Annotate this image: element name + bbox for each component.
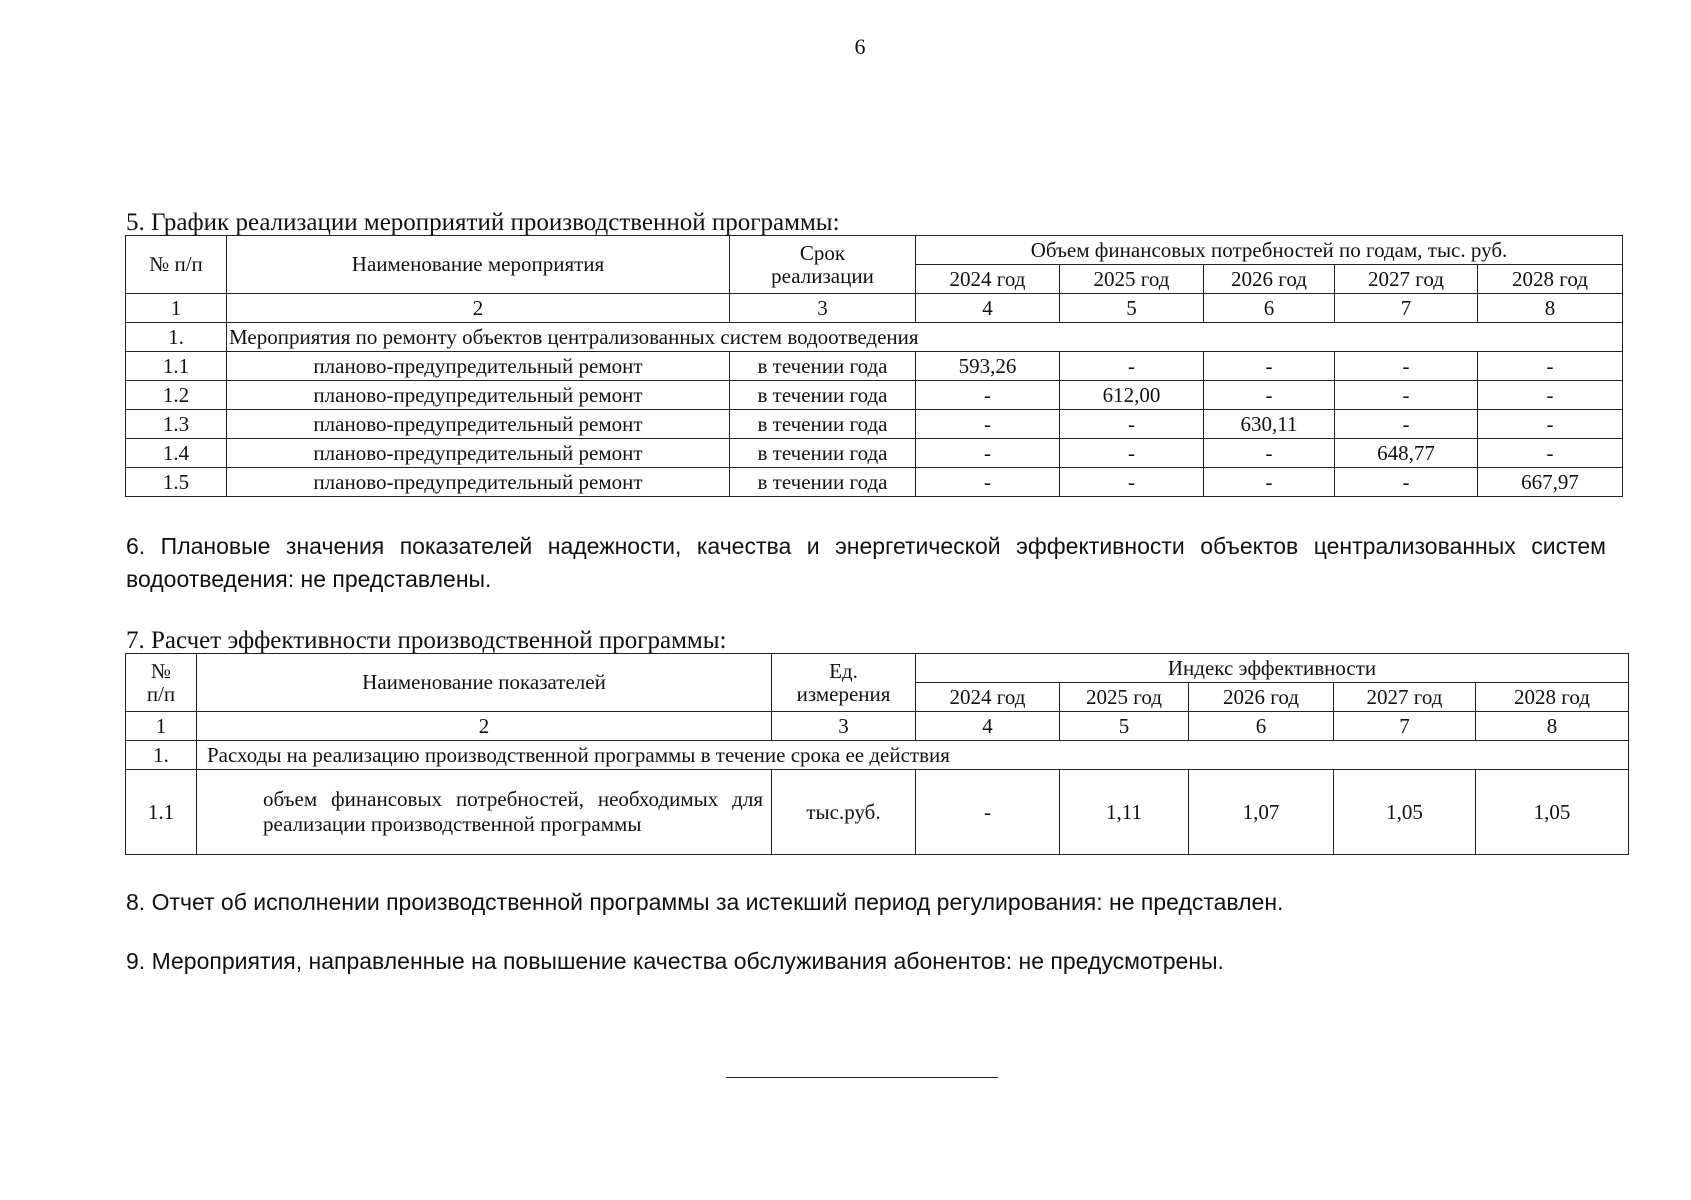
- row-indicator-name: объем финансовых потребностей, необходимых для реализации производственной программы: [197, 770, 772, 855]
- section-6-paragraph: 6. Плановые значения показателей надежности, качества и энергетической эффективности объектов централизованных систем водоотведения: не представлены.: [126, 533, 1606, 592]
- group-number: 1.: [126, 741, 197, 770]
- header-indicator-name: Наименование показателей: [197, 654, 772, 712]
- row-number: 1.4: [126, 439, 227, 468]
- row-term: в течении года: [730, 410, 916, 439]
- row-term: в течении года: [730, 439, 916, 468]
- column-index: 1: [126, 712, 197, 741]
- page-number: 6: [854, 34, 866, 59]
- row-value-2026: -: [1204, 468, 1335, 497]
- row-value-2025: -: [1060, 439, 1204, 468]
- row-activity-name: планово-предупредительный ремонт: [227, 439, 730, 468]
- header-number: № п/п: [126, 236, 227, 294]
- row-value-2027: 648,77: [1335, 439, 1478, 468]
- row-activity-name: планово-предупредительный ремонт: [227, 381, 730, 410]
- row-activity-name: планово-предупредительный ремонт: [227, 468, 730, 497]
- row-value-2024: -: [916, 381, 1060, 410]
- table-row: [126, 439, 1623, 468]
- header-unit: [772, 654, 916, 712]
- row-value-2028: -: [1478, 381, 1623, 410]
- column-index: 5: [1060, 294, 1204, 323]
- row-value-2026: 630,11: [1204, 410, 1335, 439]
- header-term: [730, 236, 916, 294]
- row-value-2027: 1,05: [1334, 770, 1476, 855]
- row-value-2024: -: [916, 468, 1060, 497]
- row-activity-name: планово-предупредительный ремонт: [227, 410, 730, 439]
- table-row: [126, 770, 1629, 855]
- row-value-2027: -: [1335, 468, 1478, 497]
- header-activity-name: Наименование мероприятия: [227, 236, 730, 294]
- row-value-2025: -: [1060, 352, 1204, 381]
- header-number-line1: №: [150, 658, 172, 683]
- group-label: Расходы на реализацию производственной программы в течение срока ее действия: [197, 741, 1629, 770]
- row-value-2024: -: [916, 410, 1060, 439]
- row-value-2026: -: [1204, 381, 1335, 410]
- row-value-2028: -: [1478, 439, 1623, 468]
- column-index: 7: [1335, 294, 1478, 323]
- row-number: 1.1: [126, 770, 197, 855]
- table-row: [126, 381, 1623, 410]
- header-financial-needs: Объем финансовых потребностей по годам, тыс. руб.: [916, 236, 1623, 265]
- row-value-2025: 612,00: [1060, 381, 1204, 410]
- header-year: 2026 год: [1189, 683, 1334, 712]
- header-number-line2: п/п: [146, 681, 176, 706]
- header-year: 2024 год: [916, 265, 1060, 294]
- column-index: 4: [916, 712, 1060, 741]
- header-year: 2025 год: [1060, 683, 1189, 712]
- column-index: 6: [1189, 712, 1334, 741]
- row-term: в течении года: [730, 468, 916, 497]
- row-value-2026: 1,07: [1189, 770, 1334, 855]
- section-8-paragraph: 8. Отчет об исполнении производственной программы за истекший период регулирования: не представлен.: [126, 889, 1284, 915]
- group-row: [126, 323, 1623, 352]
- implementation-schedule-table: [125, 235, 1623, 497]
- column-index: 3: [772, 712, 916, 741]
- column-index: 4: [916, 294, 1060, 323]
- row-value-2028: 667,97: [1478, 468, 1623, 497]
- header-unit-line1: Ед.: [829, 658, 858, 683]
- header-year: 2026 год: [1204, 265, 1335, 294]
- row-value-2025: -: [1060, 410, 1204, 439]
- header-unit-line2: измерения: [796, 681, 891, 706]
- section-5-title: 5. График реализации мероприятий производственной программы:: [126, 209, 840, 236]
- row-number: 1.5: [126, 468, 227, 497]
- header-year: 2024 год: [916, 683, 1060, 712]
- closing-divider: [726, 1077, 998, 1078]
- row-activity-name: планово-предупредительный ремонт: [227, 352, 730, 381]
- table-row: [126, 468, 1623, 497]
- row-value-2027: -: [1335, 410, 1478, 439]
- header-term-line2: реализации: [771, 263, 874, 288]
- row-value-2027: -: [1335, 352, 1478, 381]
- column-index-row: [126, 712, 1629, 741]
- header-efficiency-index: Индекс эффективности: [916, 654, 1629, 683]
- row-number: 1.1: [126, 352, 227, 381]
- row-value-2026: -: [1204, 439, 1335, 468]
- column-index: 8: [1478, 294, 1623, 323]
- group-number: 1.: [126, 323, 227, 352]
- header-year: 2027 год: [1335, 265, 1478, 294]
- row-value-2024: -: [916, 439, 1060, 468]
- row-value-2024: -: [916, 770, 1060, 855]
- header-year: 2028 год: [1478, 265, 1623, 294]
- row-value-2024: 593,26: [916, 352, 1060, 381]
- column-index: 3: [730, 294, 916, 323]
- table-row: [126, 410, 1623, 439]
- section-9-paragraph: 9. Мероприятия, направленные на повышение качества обслуживания абонентов: не предусмотрены.: [126, 948, 1224, 974]
- row-value-2025: -: [1060, 468, 1204, 497]
- table-row: [126, 352, 1623, 381]
- row-unit: тыс.руб.: [772, 770, 916, 855]
- header-year: 2027 год: [1334, 683, 1476, 712]
- header-year: 2025 год: [1060, 265, 1204, 294]
- column-index-row: [126, 294, 1623, 323]
- row-value-2028: -: [1478, 352, 1623, 381]
- row-value-2026: -: [1204, 352, 1335, 381]
- group-label: Мероприятия по ремонту объектов централизованных систем водоотведения: [227, 323, 1623, 352]
- row-number: 1.3: [126, 410, 227, 439]
- column-index: 5: [1060, 712, 1189, 741]
- row-value-2028: 1,05: [1476, 770, 1629, 855]
- header-term-line1: Срок: [799, 240, 846, 265]
- column-index: 2: [227, 294, 730, 323]
- row-term: в течении года: [730, 352, 916, 381]
- row-value-2028: -: [1478, 410, 1623, 439]
- column-index: 7: [1334, 712, 1476, 741]
- column-index: 6: [1204, 294, 1335, 323]
- header-year: 2028 год: [1476, 683, 1629, 712]
- row-number: 1.2: [126, 381, 227, 410]
- group-row: [126, 741, 1629, 770]
- column-index: 8: [1476, 712, 1629, 741]
- column-index: 1: [126, 294, 227, 323]
- header-number: [126, 654, 197, 712]
- efficiency-calculation-table: [125, 653, 1629, 855]
- row-term: в течении года: [730, 381, 916, 410]
- row-value-2027: -: [1335, 381, 1478, 410]
- row-value-2025: 1,11: [1060, 770, 1189, 855]
- section-7-title: 7. Расчет эффективности производственной программы:: [126, 627, 727, 654]
- column-index: 2: [197, 712, 772, 741]
